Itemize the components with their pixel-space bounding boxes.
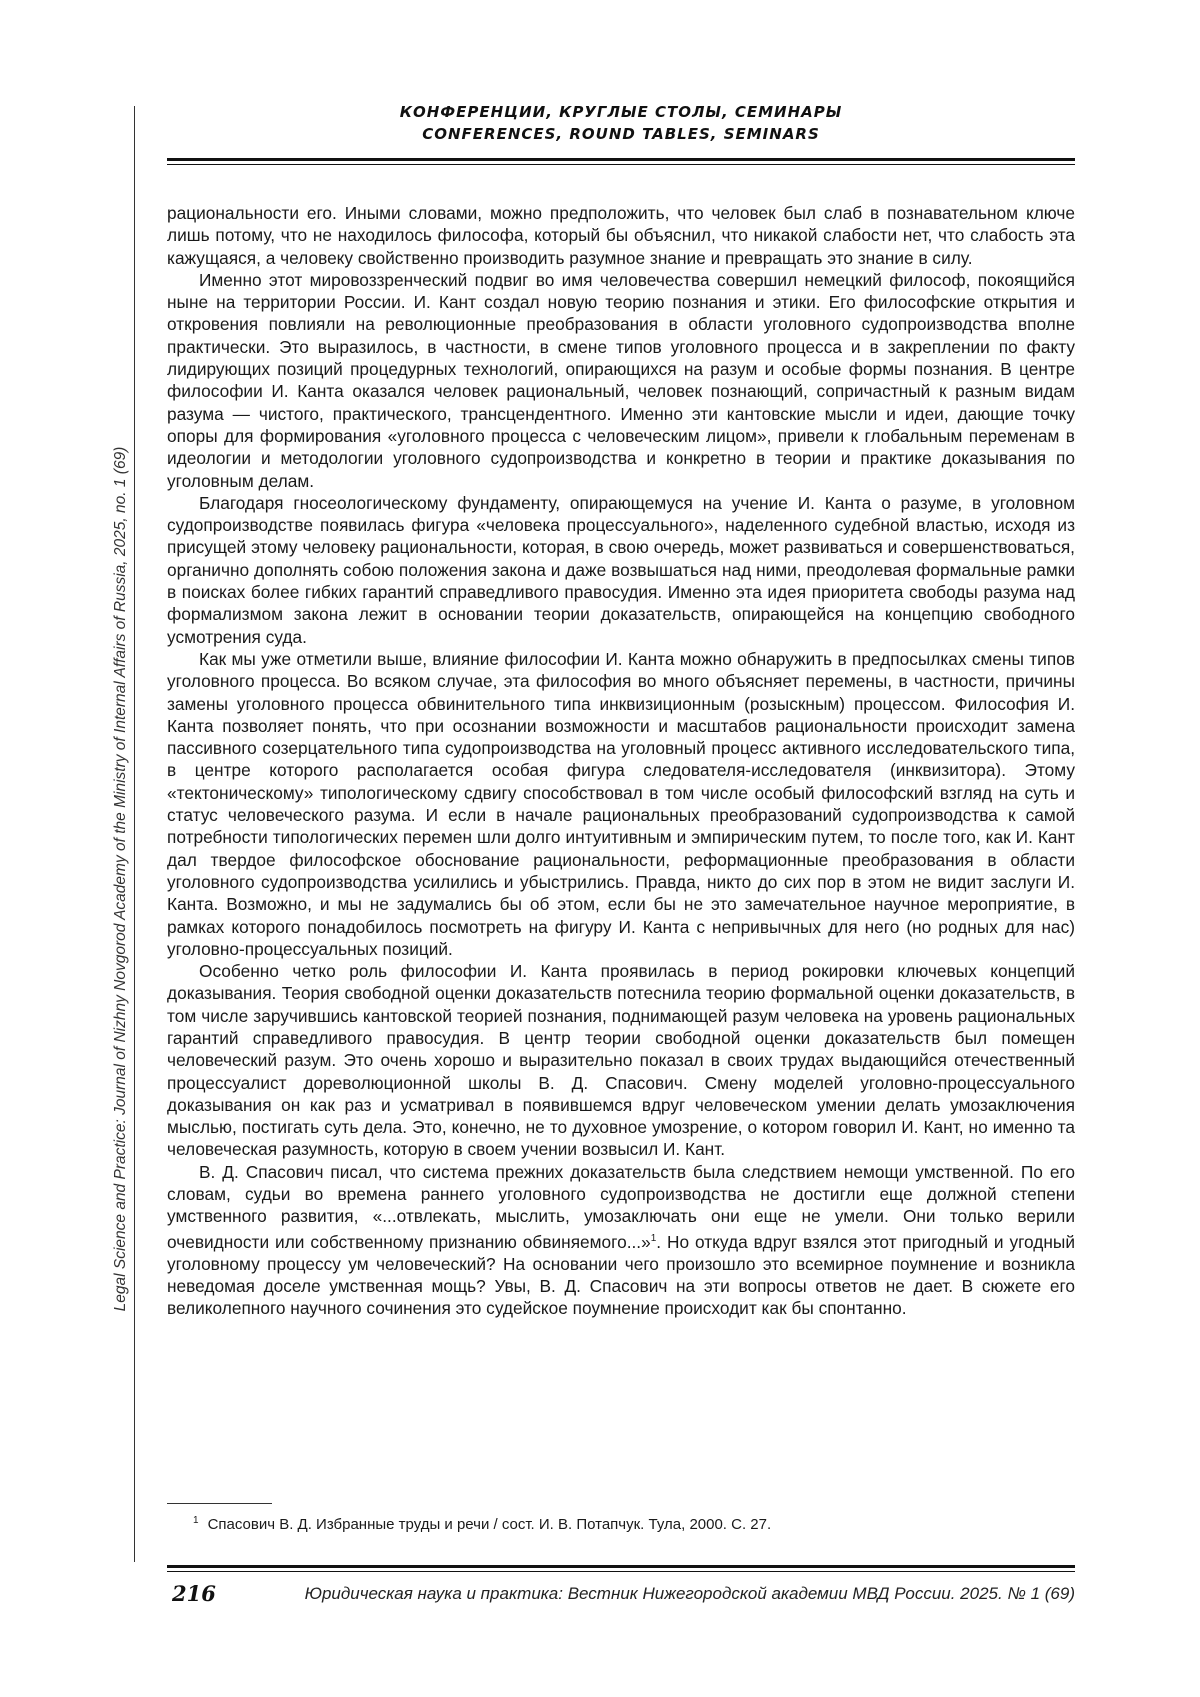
footnote-separator bbox=[167, 1503, 272, 1504]
footnote-text: Спасович В. Д. Избранные труды и речи / сост. И. В. Потапчук. Тула, 2000. С. 27. bbox=[207, 1516, 772, 1533]
footnote bbox=[193, 1515, 771, 1533]
paragraph: Благодаря гносеологическому фундаменту, опирающемуся на учение И. Канта о разуме, в уголовном судопроизводстве появилась фигура «человека процессуального», наделенного судебной властью, исходя из присущей этому человеку рациональности, которая, в свою очередь, может развиваться и совершенствоваться, органично дополнять собою положения закона и даже возвышаться над ними, преодолевая формальные рамки в поисках более гибких гарантий справедливого правосудия. Именно эта идея приоритета свободы разума над формализмом закона лежит в основании теории доказательств, опирающейся на концепцию свободного усмотрения суда. bbox=[167, 492, 1075, 647]
paragraph: Именно этот мировоззренческий подвиг во имя человечества совершил немецкий философ, покоящийся ныне на территории России. И. Кант создал новую теорию познания и этики. Его философские открытия и откровения повлияли на революционные преобразования в области уголовного судопроизводства вполне практически. Это выразилось, в частности, в смене типов уголовного процесса и в закреплении по факту лидирующих позиций процедурных технологий, опирающихся на разум и особые формы познания. В центре философии И. Канта оказался человек рациональный, человек познающий, сопричастный к разным видам разума — чистого, практического, трансцендентного. Именно эти кантовские мысли и идеи, дающие точку опоры для формирования «уголовного процесса с человеческим лицом», привели к глобальным переменам в идеологии и методологии уголовного судопроизводства и конкретно в теории и практике доказывания по уголовным делам. bbox=[167, 269, 1075, 491]
paragraph: Как мы уже отметили выше, влияние философии И. Канта можно обнаружить в предпосылках смены типов уголовного процесса. Во всяком случае, эта философия во много объясняет перемены, в частности, причины замены уголовного процесса обвинительного типа инквизиционным (розыскным) процессом. Философия И. Канта позволяет понять, что при осознании возможности и масштабов рациональности происходит замена пассивного созерцательного типа судопроизводства на уголовный процесс активного исследовательского типа, в центре которого располагается особая фигура следователя-исследователя (инквизитора). Этому «тектоническому» типологическому сдвигу способствовал в том числе особый философский взгляд на суть и статус человеческого разума. И если в начале рациональных преобразований судопроизводства к самой потребности типологических перемен шли долго интуитивным и эмпирическим путем, то после того, как И. Кант дал твердое философское обоснование рациональности, реформационные преобразования в области уголовного судопроизводства усилились и убыстрились. Правда, никто до сих пор в этом не видит заслуги И. Канта. Возможно, и мы не задумались бы об этом, если бы не это замечательное научное мероприятие, в рамках которого понадобилось посмотреть на фигуру И. Канта с непривычных для него (но родных для нас) уголовно-процессуальных позиций. bbox=[167, 648, 1075, 959]
article-body bbox=[167, 202, 1075, 1320]
footnote-number: 1 bbox=[193, 1515, 199, 1526]
footer-rule-thick bbox=[167, 1565, 1075, 1568]
paragraph bbox=[167, 960, 1075, 1161]
section-title-ru: КОНФЕРЕНЦИИ, КРУГЛЫЕ СТОЛЫ, СЕМИНАРЫ bbox=[399, 103, 843, 121]
margin-rule bbox=[134, 106, 135, 1562]
section-header bbox=[167, 101, 1075, 145]
paragraph-text: . Но откуда вдруг взялся этот пригодный и угодный уголовному процессу ум человеческий? На основании чего произошло это всемирное поумнение и возникла неведомая доселе умственная мощь? Увы, В. Д. Спасович на эти вопросы ответов не дает. В сюжете его великолепного научного сочинения это судейское поумнение происходит как бы спонтанно. bbox=[167, 1231, 1075, 1319]
paragraph-text: Особенно четко роль философии И. Канта проявилась в период рокировки ключевых концепций доказывания. Теория свободной оценки доказательств потеснила теорию формальной оценки доказательств, в том числе заручившись кантовской теорией познания, поднимающей разум человека на уровень рациональных гарантий справедливого правосудия. В центр теории свободной оценки доказательств был помещен человеческий разум. Это очень хорошо и выразительно показал в своих трудах выдающийся отечественный процессуалист дореволюционной школы В. Д. Спасович. Смену моделей уголовно-процессуального доказывания он как раз и усматривал в появившемся вдруг человеческом умении делать умозаключения мыслью, постигать суть дела. Это, конечно, не то духовное умозрение, о котором говорил И. Кант, но именно та человеческая разумность, которую в своем учении возвысил И. Кант. bbox=[167, 961, 1075, 1160]
paragraph: рациональности его. Иными словами, можно предположить, что человек был слаб в познавательном ключе лишь потому, что не находилось философа, который бы объяснил, что никакой слабости нет, что слабость эта кажущаяся, а человеку свойственно производить разумное знание и превращать это знание в силу. bbox=[167, 203, 1075, 268]
page-number: 216 bbox=[172, 1581, 216, 1606]
paragraph-text: В. Д. Спасович писал, что система прежних доказательств была следствием немощи умственной. По его словам, судьи во времена раннего уголовного судопроизводства не достигли еще должной степени умственного развития, «...отвлекать, мыслить, умозаключать они еще не умели. Они только верили очевидности или собственному признанию обвиняемого...» bbox=[167, 1161, 1075, 1252]
side-journal-title: Legal Science and Practice: Journal of Nizhny Novgorod Academy of the Ministry of Internal Affairs of Russia, 2025, no. 1 (69) bbox=[112, 446, 129, 1312]
section-title-en: CONFERENCES, ROUND TABLES, SEMINARS bbox=[422, 125, 820, 143]
header-rule-thick bbox=[167, 158, 1075, 161]
footer-journal-title: Юридическая наука и практика: Вестник Нижегородской академии МВД России. 2025. № 1 (69) bbox=[304, 1584, 1075, 1603]
footnote-ref[interactable]: 1 bbox=[650, 1232, 657, 1244]
paragraph bbox=[167, 1161, 1075, 1320]
header-rule-thin bbox=[167, 164, 1075, 165]
footer-rule-thin bbox=[167, 1571, 1075, 1572]
